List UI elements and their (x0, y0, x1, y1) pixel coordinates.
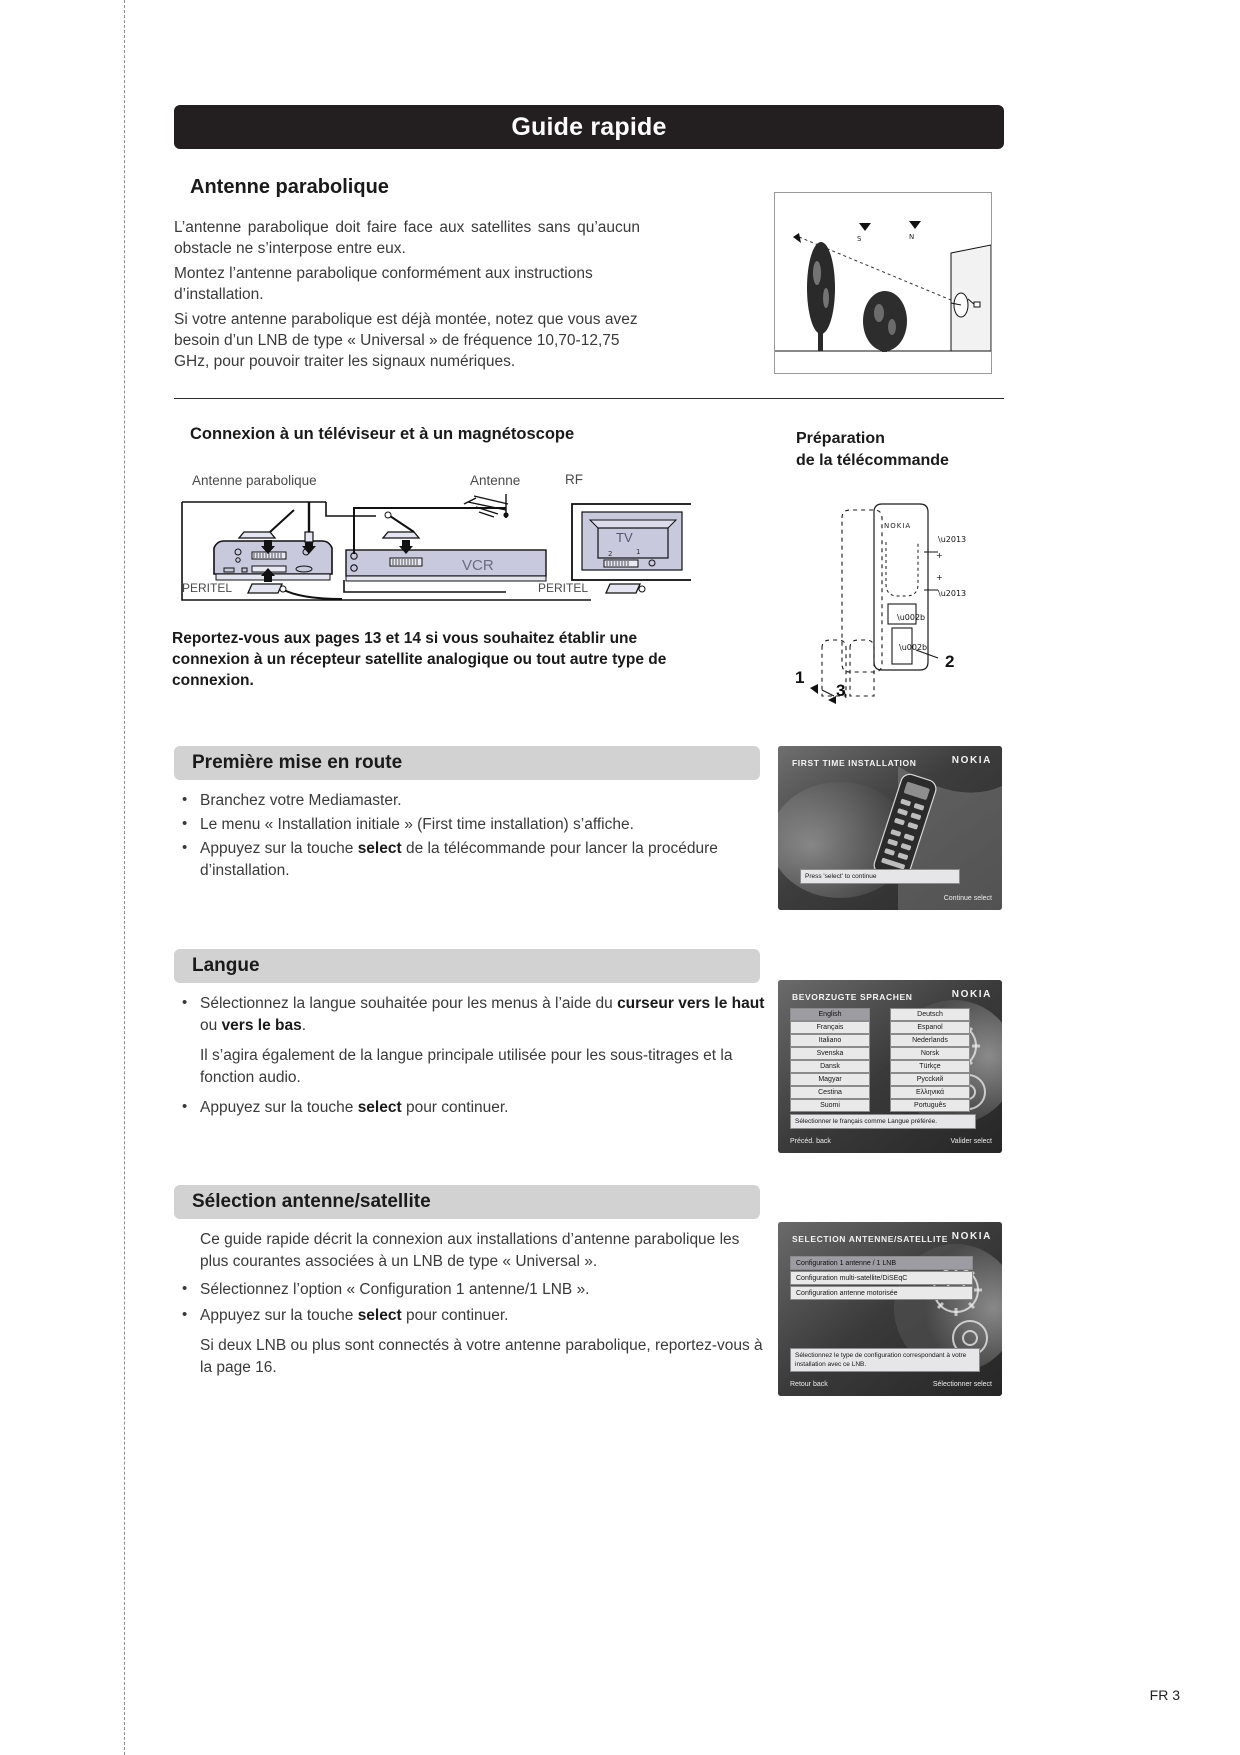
remote-callout-3: 3 (836, 681, 846, 700)
svg-text:\u2013: \u2013 (938, 535, 967, 544)
preparation-line-1: Préparation (796, 430, 885, 447)
list-item[interactable]: Configuration antenne motorisée (790, 1286, 973, 1300)
antenna-paragraph-1: Ce guide rapide décrit la connexion aux installations d’antenne parabolique les plus courantes associées à un LNB de type « Universal ». (200, 1231, 740, 1270)
list-item (176, 838, 766, 882)
diagram-label-antenna: Antenne (470, 473, 521, 488)
section-divider (174, 398, 1004, 399)
dish-installation-photo (774, 192, 992, 374)
svg-text:PERITEL: PERITEL (538, 581, 589, 595)
key-select: select (357, 1099, 402, 1116)
list-item[interactable]: Espanol (890, 1021, 970, 1034)
section-bar-premiere-mise-en-route (174, 746, 760, 780)
bullet-text-pre: Appuyez sur la touche (200, 840, 358, 857)
heading-selection-antenne: Sélection antenne/satellite (192, 1191, 431, 1212)
list-item: • Sélectionnez l’option « Configuration 1 antenne/1 LNB ». (176, 1279, 768, 1301)
list-item[interactable]: Configuration multi-satellite/DiSEqC (790, 1271, 973, 1285)
list-item[interactable]: English (790, 1008, 870, 1021)
list-item[interactable]: Suomi (790, 1099, 870, 1112)
dish-paragraph-1: L’antenne parabolique doit faire face aux satellites sans qu’aucun obstacle ne s’interpose entre eux. (174, 219, 640, 257)
heading-langue: Langue (192, 955, 260, 976)
section-bar-selection-antenne (174, 1185, 760, 1219)
list-item[interactable]: Deutsch (890, 1008, 970, 1021)
page-banner (174, 105, 1004, 149)
osd-footer-left: Retour back (790, 1381, 828, 1388)
list-item[interactable]: Français (790, 1021, 870, 1034)
list-item[interactable]: Magyar (790, 1073, 870, 1086)
language-content (176, 993, 768, 1121)
svg-text:S: S (857, 235, 862, 243)
osd-title: SELECTION ANTENNE/SATELLITE (792, 1234, 948, 1244)
cursor-down-label: vers le bas (221, 1017, 302, 1034)
svg-text:PERITEL: PERITEL (182, 581, 233, 595)
list-item: • Branchez votre Mediamaster. (176, 790, 766, 812)
osd-hint: Sélectionnez le type de configuration correspondant à votre installation avec ce LNB. (790, 1348, 980, 1372)
dish-paragraph-3: Si votre antenne parabolique est déjà montée, notez que vous avez besoin d’un LNB de type « Universal » de fréquence 10,70-12,75 GHz, pour pouvoir traiter les signaux numériques. (174, 311, 638, 370)
osd-footer (790, 1381, 992, 1388)
list-item (176, 993, 768, 1037)
osd-footer-right: Sélectionner select (932, 1381, 992, 1388)
list-item[interactable]: Português (890, 1099, 970, 1112)
screenshot-language-menu (778, 980, 1002, 1153)
osd-title: FIRST TIME INSTALLATION (792, 758, 917, 768)
screenshot-first-time-installation (778, 746, 1002, 910)
key-select: select (357, 1307, 402, 1324)
heading-premiere-mise-en-route: Première mise en route (192, 752, 403, 773)
osd-footer (790, 1138, 992, 1145)
lang-b3-post: pour continuer. (401, 1099, 509, 1116)
heading-connexion: Connexion à un téléviseur et à un magnétoscope (190, 425, 575, 443)
osd-footer-left: Précéd. back (790, 1138, 831, 1145)
osd-footer-right: Valider select (950, 1138, 992, 1145)
svg-text:+: + (936, 573, 943, 582)
svg-text:\u002b: \u002b (897, 613, 926, 622)
list-item[interactable]: Norsk (890, 1047, 970, 1060)
svg-text:VCR: VCR (462, 557, 494, 574)
ant-b3-post: pour continuer. (401, 1307, 509, 1324)
connection-diagram (176, 488, 691, 613)
lang-b1-pre: Sélectionnez la langue souhaitée pour les menus à l’aide du (200, 995, 618, 1012)
list-item[interactable]: Italiano (790, 1034, 870, 1047)
osd-footer (790, 895, 992, 902)
osd-hint: Sélectionner le français comme Langue préférée. (790, 1114, 976, 1129)
osd-title: BEVORZUGTE SPRACHEN (792, 992, 913, 1002)
screenshot-antenna-selection (778, 1222, 1002, 1396)
remote-preparation-illustration (788, 498, 988, 708)
bullet-text-post: de la télécommande pour lancer la procédure d’installation. (200, 840, 718, 879)
binding-margin-rule (124, 0, 125, 1755)
language-paragraph: Il s’agira également de la langue principale utilisée pour les sous-titrages et la fonction audio. (200, 1047, 733, 1086)
list-item (176, 1305, 768, 1327)
list-item[interactable]: Türkçe (890, 1060, 970, 1073)
list-item[interactable]: Svenska (790, 1047, 870, 1060)
svg-text:+: + (936, 551, 943, 560)
osd-hint: Press 'select' to continue (800, 869, 960, 884)
svg-text:N: N (909, 233, 915, 241)
heading-preparation-telecommande (796, 428, 949, 472)
cursor-up-label: curseur vers le haut (617, 995, 765, 1012)
preparation-line-2: de la télécommande (796, 452, 949, 469)
ant-b3-pre: Appuyez sur la touche (200, 1307, 358, 1324)
nokia-logo: NOKIA (951, 755, 992, 766)
antenna-paragraph-4: Si deux LNB ou plus sont connectés à votre antenne parabolique, reportez-vous à la page 16. (200, 1337, 763, 1376)
list-item[interactable]: Nederlands (890, 1034, 970, 1047)
remote-callout-1: 1 (795, 668, 805, 687)
page-folio: FR 3 (1149, 1687, 1180, 1703)
diagram-label-dish: Antenne parabolique (192, 473, 317, 488)
diagram-label-rf: RF (565, 472, 583, 487)
nokia-logo: NOKIA (951, 989, 992, 1000)
lang-b3-pre: Appuyez sur la touche (200, 1099, 358, 1116)
svg-text:\u002b: \u002b (899, 643, 928, 652)
remote-callout-2: 2 (945, 652, 955, 671)
key-select: select (357, 840, 402, 857)
svg-text:\u2013: \u2013 (938, 589, 967, 598)
list-item (176, 1097, 768, 1119)
svg-text:TV: TV (616, 530, 633, 545)
lang-b1-post: . (301, 1017, 307, 1034)
list-item[interactable]: Pycckий (890, 1073, 970, 1086)
svg-text:2: 2 (608, 550, 613, 558)
connection-note: Reportez-vous aux pages 13 et 14 si vous souhaitez établir une connexion à un récepteur satellite analogique ou tout autre type de connexion. (172, 630, 667, 689)
lang-b1-mid: ou (200, 1017, 222, 1034)
list-item: • Le menu « Installation initiale » (First time installation) s’affiche. (176, 814, 766, 836)
banner-title: Guide rapide (511, 112, 667, 141)
nokia-logo: NOKIA (951, 1231, 992, 1242)
first-start-bullets (176, 790, 766, 884)
list-item[interactable]: Configuration 1 antenne / 1 LNB (790, 1256, 973, 1270)
heading-antenne-parabolique: Antenne parabolique (190, 176, 389, 198)
svg-text:1: 1 (636, 548, 641, 556)
antenna-select-content (176, 1229, 768, 1379)
svg-text:NOKIA: NOKIA (884, 522, 912, 530)
dish-paragraph-2: Montez l’antenne parabolique conformément aux instructions d’installation. (174, 265, 593, 303)
list-item[interactable]: Eλληνικά (890, 1086, 970, 1099)
osd-footer-right: Continue select (943, 895, 992, 902)
list-item[interactable]: Dansk (790, 1060, 870, 1073)
list-item[interactable]: Cestina (790, 1086, 870, 1099)
section-bar-langue (174, 949, 760, 983)
